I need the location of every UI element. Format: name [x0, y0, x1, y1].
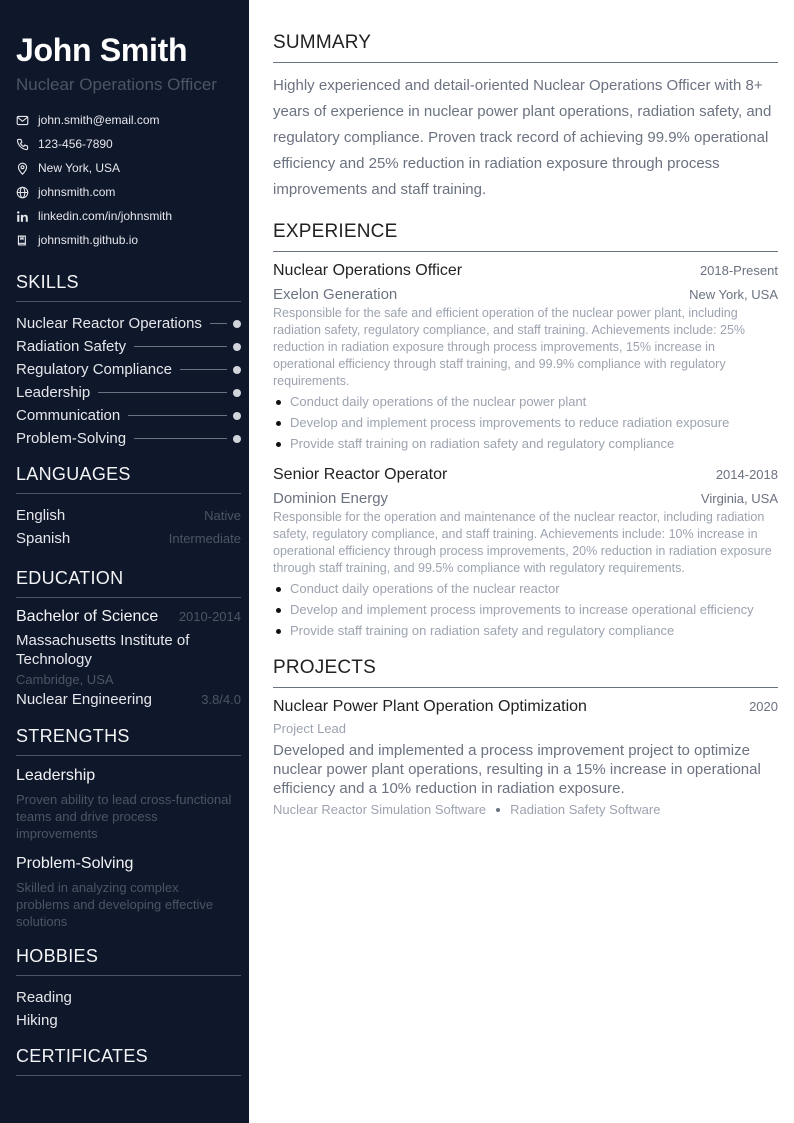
mail-icon: [16, 114, 29, 127]
strength-description: Skilled in analyzing complex problems and developing effective solutions: [16, 880, 214, 929]
contact-location-text: New York, USA: [38, 161, 121, 175]
contact-list: [16, 108, 241, 252]
job-dates: 2014-2018: [715, 467, 778, 482]
skill-label: Radiation Safety: [16, 338, 127, 355]
job-bullet: Conduct daily operations of the nuclear reactor: [273, 580, 778, 597]
contact-github[interactable]: [16, 228, 241, 252]
languages-heading: LANGUAGES: [16, 464, 241, 494]
skill-item: [16, 381, 241, 404]
language-level: Native: [204, 508, 241, 523]
projects-section: [273, 657, 778, 817]
job-title: Senior Reactor Operator: [273, 466, 448, 483]
project-description: Developed and implemented a process improvement project to optimize nuclear power plant operations, resulting in a 15% increase in operational efficiency and a 10% reduction in radiation exposure.: [273, 742, 761, 797]
skill-dot: [233, 389, 241, 397]
location-icon: [16, 162, 29, 175]
contact-linkedin-text: linkedin.com/in/johnsmith: [38, 209, 173, 223]
job-entry: [273, 262, 778, 452]
job-bullet: Develop and implement process improvements to increase operational efficiency: [273, 601, 778, 618]
education-gpa: 3.8/4.0: [201, 692, 241, 707]
contact-website-text: johnsmith.com: [38, 185, 116, 199]
certificates-heading: CERTIFICATES: [16, 1046, 241, 1076]
strength-title: Problem-Solving: [16, 855, 134, 872]
education-location: Cambridge, USA: [16, 672, 114, 687]
hobbies-section: [16, 946, 241, 1032]
language-level: Intermediate: [168, 531, 241, 546]
job-bullet: Develop and implement process improvements to reduce radiation exposure: [273, 414, 778, 431]
skill-item: [16, 358, 241, 381]
skill-dot: [233, 343, 241, 351]
skill-dot: [233, 412, 241, 420]
hobby-item: Reading: [16, 989, 72, 1006]
job-company: Exelon Generation: [273, 286, 398, 303]
skill-label: Problem-Solving: [16, 430, 127, 447]
education-section: [16, 568, 241, 708]
language-item: [16, 504, 241, 527]
education-school: Massachusetts Institute of Technology: [16, 632, 190, 668]
skill-item: [16, 427, 241, 450]
language-item: [16, 527, 241, 550]
education-dates: 2010-2014: [178, 609, 241, 624]
strength-description: Proven ability to lead cross-functional teams and drive process improvements: [16, 792, 232, 841]
summary-text: Highly experienced and detail-oriented Nuclear Operations Officer with 8+ years of experience in nuclear power plant operations, radiation safety, and regulatory compliance. Proven track record of achieving 99.9% operational efficiency and 25% reduction in radiation exposure through process improvements and staff training.: [273, 77, 772, 198]
skill-dot: [233, 435, 241, 443]
project-year: 2020: [749, 699, 778, 714]
job-bullet: Conduct daily operations of the nuclear power plant: [273, 393, 778, 410]
strengths-section: [16, 726, 241, 930]
skills-section: [16, 272, 241, 450]
hobbies-heading: HOBBIES: [16, 946, 241, 976]
languages-section: [16, 464, 241, 550]
summary-heading: SUMMARY: [273, 32, 778, 63]
technology-tag: Nuclear Reactor Simulation Software: [273, 802, 487, 817]
skill-item: [16, 312, 241, 335]
job-entry: [273, 466, 778, 639]
experience-section: [273, 221, 778, 639]
project-technologies: [273, 802, 778, 817]
contact-phone-text: 123-456-7890: [38, 137, 113, 151]
strengths-heading: STRENGTHS: [16, 726, 241, 756]
skills-heading: SKILLS: [16, 272, 241, 302]
job-location: Virginia, USA: [700, 491, 778, 506]
job-description: Responsible for the operation and maintenance of the nuclear reactor, including radiation safety, regulatory compliance, and staff training. Achievements include: 10% increase in operational efficiency through process improvements, 20% reduction in radiation exposure through staff training, and 99.5% compliance with regulatory requirements.: [273, 510, 772, 575]
education-field: Nuclear Engineering: [16, 691, 152, 708]
job-bullet: Provide staff training on radiation safety and regulatory compliance: [273, 435, 778, 452]
job-bullets: [273, 580, 778, 639]
github-icon: [16, 234, 29, 247]
strength-item: [16, 766, 241, 842]
skill-label: Regulatory Compliance: [16, 361, 172, 378]
main-content: [273, 32, 778, 817]
skill-dot: [233, 366, 241, 374]
candidate-title: Nuclear Operations Officer: [16, 75, 217, 94]
job-location: New York, USA: [689, 287, 778, 302]
contact-linkedin[interactable]: [16, 204, 241, 228]
job-bullets: [273, 393, 778, 452]
skill-label: Leadership: [16, 384, 91, 401]
job-bullet: Provide staff training on radiation safety and regulatory compliance: [273, 622, 778, 639]
contact-email-text: john.smith@email.com: [38, 113, 160, 127]
contact-website[interactable]: [16, 180, 241, 204]
experience-heading: EXPERIENCE: [273, 221, 778, 252]
globe-icon: [16, 186, 29, 199]
strength-item: [16, 854, 241, 930]
summary-section: [273, 32, 778, 203]
contact-phone[interactable]: [16, 132, 241, 156]
projects-heading: PROJECTS: [273, 657, 778, 688]
skill-item: [16, 335, 241, 358]
hobby-item: Hiking: [16, 1012, 58, 1029]
job-description: Responsible for the safe and efficient operation of the nuclear power plant, including radiation safety, regulatory compliance, and staff training. Achievements include: 25% reduction in radiation exposure through process improvements, 15% increase in operational efficiency through staff training, and 99.9% compliance with regulatory requirements.: [273, 306, 746, 388]
job-title: Nuclear Operations Officer: [273, 262, 463, 279]
certificates-section: [16, 1046, 241, 1076]
technology-tag: Radiation Safety Software: [510, 802, 661, 817]
sidebar: [0, 0, 249, 1123]
language-name: Spanish: [16, 530, 71, 547]
education-heading: EDUCATION: [16, 568, 241, 598]
contact-email[interactable]: [16, 108, 241, 132]
separator-dot: [496, 808, 500, 812]
candidate-name: John Smith: [16, 32, 188, 68]
skill-label: Communication: [16, 407, 121, 424]
strength-title: Leadership: [16, 767, 96, 784]
job-company: Dominion Energy: [273, 490, 389, 507]
skill-item: [16, 404, 241, 427]
project-entry: [273, 698, 778, 817]
phone-icon: [16, 138, 29, 151]
project-role: Project Lead: [273, 721, 346, 736]
skill-dot: [233, 320, 241, 328]
skill-label: Nuclear Reactor Operations: [16, 315, 202, 332]
linkedin-icon: [16, 210, 29, 223]
job-dates: 2018-Present: [699, 263, 778, 278]
project-title: Nuclear Power Plant Operation Optimization: [273, 698, 587, 715]
education-degree: Bachelor of Science: [16, 608, 159, 625]
contact-location: [16, 156, 241, 180]
contact-github-text: johnsmith.github.io: [38, 233, 139, 247]
language-name: English: [16, 507, 66, 524]
